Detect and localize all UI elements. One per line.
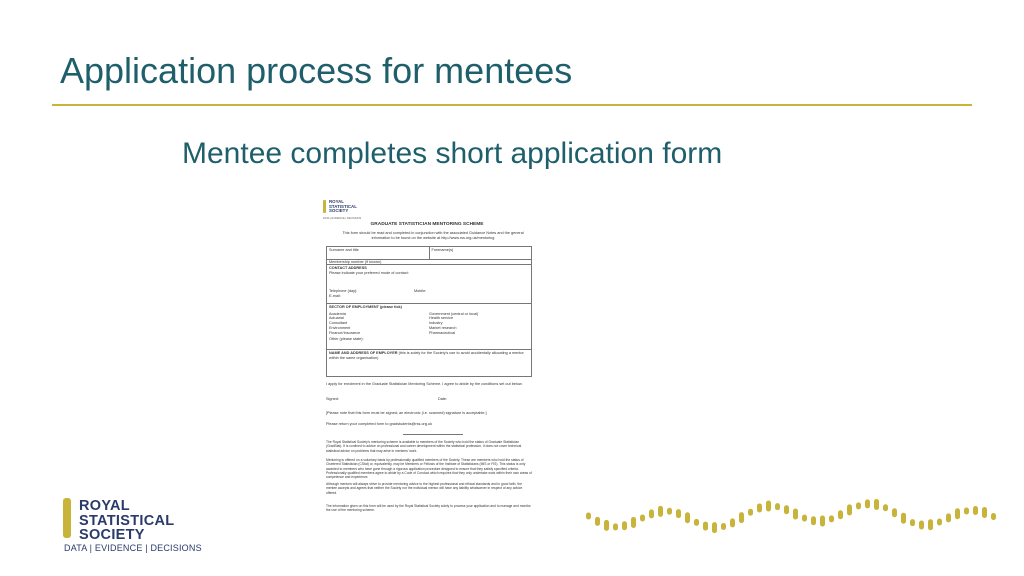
info-paragraph-3: Although mentors will always strive to provide mentoring advice to the highest professional and ethical standards and in good faith, the mentee accepts and agrees that neither the Society nor the individual mentor will have any liability whatsoever in respect of any advice offered.: [326, 482, 523, 495]
sector-col-left: [329, 312, 429, 336]
decorative-dot: [703, 522, 708, 531]
employer-heading: NAME AND ADDRESS OF EMPLOYER: [329, 351, 398, 355]
decorative-dot: [712, 522, 717, 533]
decorative-dot: [766, 500, 771, 511]
declaration-text: I apply for enrolment in the Graduate Statistician Mentoring Scheme. I agree to abide by the conditions set out below.: [326, 382, 523, 386]
decorative-dot: [946, 513, 951, 522]
signature-row: [326, 397, 532, 402]
sector-item: Pharmaceutical: [429, 330, 456, 335]
sector-item: Finance/Insurance: [329, 330, 361, 335]
sector-item: Environment: [329, 325, 351, 330]
logo-name: ROYAL STATISTICAL SOCIETY: [79, 498, 175, 543]
sector-heading: SECTOR OF EMPLOYMENT (please tick): [329, 305, 402, 309]
decorative-dot: [658, 506, 663, 517]
form-logo-text: ROYAL STATISTICAL SOCIETY: [329, 199, 357, 214]
sector-item: Health service: [429, 316, 454, 321]
logo-gold-bar: [63, 498, 71, 538]
contact-section: [327, 265, 531, 304]
employer-note: (this is solely for the Society's use to avoid accidentally allocating a mentor within the same organisation): [329, 351, 524, 360]
slide-subtitle: Mentee completes short application form: [182, 137, 723, 170]
decorative-dot: [982, 507, 987, 518]
return-note: Please return your completed form to gradstudents@rss.org.uk: [326, 422, 432, 426]
title-divider: [52, 104, 972, 106]
decorative-dot: [586, 513, 591, 520]
decorative-dot: [757, 503, 762, 512]
slide-title: Application process for mentees: [60, 50, 573, 91]
decorative-dot: [613, 523, 618, 530]
form-table: [326, 246, 532, 377]
decorative-dot: [730, 518, 735, 527]
decorative-dot: [721, 523, 726, 530]
decorative-dot: [901, 513, 906, 524]
date-label: Date:: [438, 397, 448, 401]
form-separator: [403, 434, 463, 435]
sector-item: Market research: [429, 325, 457, 330]
decorative-dot: [865, 499, 870, 508]
decorative-dot-pattern: [580, 486, 1000, 546]
employer-section: [327, 350, 531, 376]
decorative-dot: [883, 504, 888, 511]
decorative-dot: [964, 507, 969, 514]
decorative-dot: [640, 514, 645, 521]
sector-section: [327, 304, 531, 350]
decorative-dot: [739, 512, 744, 523]
decorative-dot: [595, 517, 600, 526]
decorative-dot: [622, 521, 627, 530]
decorative-dot: [784, 505, 789, 514]
decorative-dot: [631, 517, 636, 528]
decorative-dot: [820, 516, 825, 527]
decorative-dot: [811, 516, 816, 525]
sign-note: [Please note that this form must be signed; an electronic (i.e. scanned) signature is acceptable.]: [326, 411, 487, 415]
decorative-dot: [649, 509, 654, 518]
info-paragraph-2: Mentoring is offered on a voluntary basis by professionally qualified members of the Society. These are members who hold the status of Chartered Statistician (CStat) or, equivalently, may be Members or Fellows of the Institute of Statisticians (MIS or FIS). This status is only awarded to members who have gone through a rigorous application procedure designed to ensure that they satisfy specified criteria. Professionally qualified members agree to abide by a Code of Conduct which requires that they only undertake work within their own areas of competence and experience.: [326, 458, 532, 480]
decorative-dot: [973, 506, 978, 515]
sector-item: Industry: [429, 321, 443, 326]
sector-item: Consultant: [329, 321, 348, 326]
decorative-dot: [838, 510, 843, 519]
signed-label: Signed:: [326, 397, 339, 401]
info-paragraph-4: The information given on this form will be used by the Royal Statistical Society solely to process your application and to manage and monitor the use of the mentoring scheme.: [326, 504, 531, 513]
contact-note: Please indicate your preferred mode of contact:: [329, 270, 409, 275]
application-form-image: [318, 196, 536, 526]
form-intro: This form should be read and completed in conjunction with the associated Guidance Notes and the general information to be found on the website at http://www.rss.org.uk/mentoring: [342, 231, 524, 240]
decorative-dot: [685, 512, 690, 523]
sector-item: Government (central or local): [429, 311, 479, 316]
decorative-dot: [937, 518, 942, 525]
sector-col-right: [429, 312, 529, 336]
forenames-label: Forename(s): [431, 248, 454, 252]
decorative-dot: [775, 503, 780, 510]
surname-label: Surname and title: [327, 247, 430, 259]
sector-item: Actuarial: [329, 316, 344, 321]
decorative-dot: [793, 508, 798, 519]
rss-logo: [63, 498, 233, 558]
form-name-row: [327, 247, 531, 260]
decorative-dot: [667, 508, 672, 515]
decorative-dot: [874, 499, 879, 510]
form-logo-bar: [323, 200, 326, 213]
membership-label: Membership number (if known): [327, 260, 531, 265]
decorative-dot: [928, 519, 933, 530]
decorative-dot: [847, 504, 852, 515]
telephone-label: Telephone (day):: [329, 289, 358, 294]
decorative-dot: [955, 508, 960, 519]
form-heading: GRADUATE STATISTICIAN MENTORING SCHEME: [370, 222, 484, 227]
info-paragraph-1: The Royal Statistical Society's mentoring scheme is available to members of the Society who hold the status of Graduate Statistician (GradStat). It is confined to advice on professional and career development within the statistical profession. It does not cover technical statistical advice on problems that may arise in mentees' work.: [326, 440, 522, 453]
contact-heading: CONTACT ADDRESS: [329, 266, 367, 270]
decorative-dot: [829, 515, 834, 522]
decorative-dot: [802, 515, 807, 522]
sector-item: Academia: [329, 311, 346, 316]
sector-columns: [329, 312, 529, 336]
decorative-dot: [856, 502, 861, 509]
logo-tagline: DATA | EVIDENCE | DECISIONS: [64, 543, 202, 553]
mobile-label: Mobile:: [414, 289, 427, 294]
decorative-dot: [694, 519, 699, 526]
decorative-dot: [892, 508, 897, 517]
decorative-dot: [910, 519, 915, 526]
email-label: E-mail:: [329, 294, 341, 299]
decorative-dot: [991, 513, 996, 520]
other-label: Other (please state):: [329, 337, 364, 342]
decorative-dot: [676, 509, 681, 518]
decorative-dot: [919, 521, 924, 530]
decorative-dot: [748, 509, 753, 516]
form-logo-tagline: DATA | EVIDENCE | DECISIONS: [323, 217, 362, 220]
decorative-dot: [604, 520, 609, 531]
